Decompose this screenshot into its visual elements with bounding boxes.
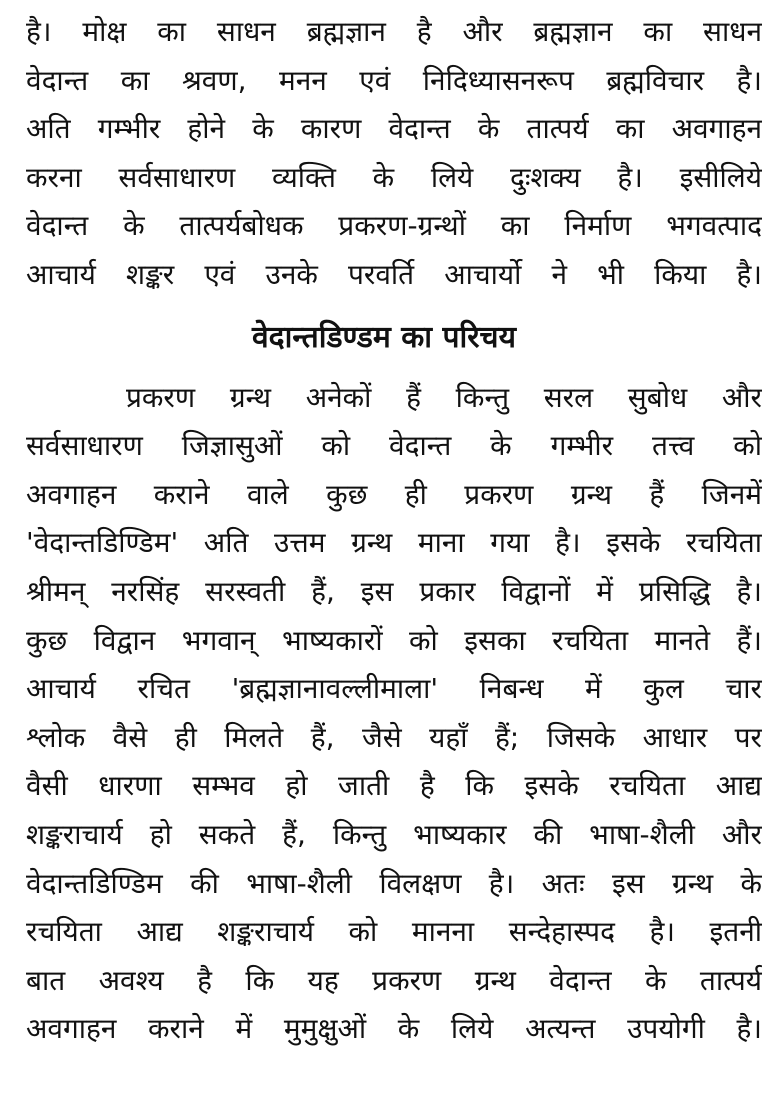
text-line: आचार्य शङ्कर एवं उनके परवर्ति आचार्यो ने भी किया है। — [26, 257, 762, 291]
text-line: वेदान्तडिण्डिम की भाषा-शैली विलक्षण है। अतः इस ग्रन्थ के — [26, 866, 762, 900]
text-line: आचार्य रचित 'ब्रह्मज्ञानावल्लीमाला' निबन्ध में कुल चार — [26, 672, 762, 706]
text-line: अवगाहन कराने में मुमुक्षुओं के लिये अत्यन्त उपयोगी है। — [26, 1012, 762, 1046]
intro-paragraph — [26, 8, 762, 300]
text-line: श्लोक वैसे ही मिलते हैं, जैसे यहाँ हैं; जिसके आधार पर — [26, 720, 762, 754]
text-line: कुछ विद्वान भगवान् भाष्यकारों को इसका रचयिता मानते हैं। — [26, 623, 762, 657]
text-line: अवगाहन कराने वाले कुछ ही प्रकरण ग्रन्थ हैं जिनमें — [26, 477, 762, 511]
text-line: प्रकरण ग्रन्थ अनेकों हैं किन्तु सरल सुबोध और — [126, 380, 762, 414]
text-line: वेदान्त के तात्पर्यबोधक प्रकरण-ग्रन्थों का निर्माण भगवत्पाद — [26, 209, 762, 243]
text-line: अति गम्भीर होने के कारण वेदान्त के तात्पर्य का अवगाहन — [26, 112, 762, 146]
section-heading: वेदान्तडिण्डम का परिचय — [251, 319, 516, 355]
text-line: करना सर्वसाधारण व्यक्ति के लिये दुःशक्य है। इसीलिये — [26, 160, 762, 194]
text-line: वेदान्त का श्रवण, मनन एवं निदिध्यासनरूप ब्रह्मविचार है। — [26, 63, 762, 97]
text-line: रचयिता आद्य शङ्कराचार्य को मानना सन्देहास्पद है। इतनी — [26, 915, 762, 949]
section-paragraph — [26, 374, 762, 1054]
text-line: वैसी धारणा सम्भव हो जाती है कि इसके रचयिता आद्य — [26, 769, 762, 803]
text-line: है। मोक्ष का साधन ब्रह्मज्ञान है और ब्रह्मज्ञान का साधन — [26, 15, 762, 48]
text-line: शङ्कराचार्य हो सकते हैं, किन्तु भाष्यकार की भाषा-शैली और — [26, 817, 762, 851]
text-line: सर्वसाधारण जिज्ञासुओं को वेदान्त के गम्भीर तत्त्व को — [26, 429, 762, 463]
document-page — [26, 8, 762, 1054]
text-line: बात अवश्य है कि यह प्रकरण ग्रन्थ वेदान्त के तात्पर्य — [26, 963, 762, 997]
text-line: श्रीमन् नरसिंह सरस्वती हैं, इस प्रकार विद्वानों में प्रसिद्धि है। — [26, 574, 762, 608]
text-line: 'वेदान्तडिण्डिम' अति उत्तम ग्रन्थ माना गया है। इसके रचयिता — [26, 526, 762, 560]
